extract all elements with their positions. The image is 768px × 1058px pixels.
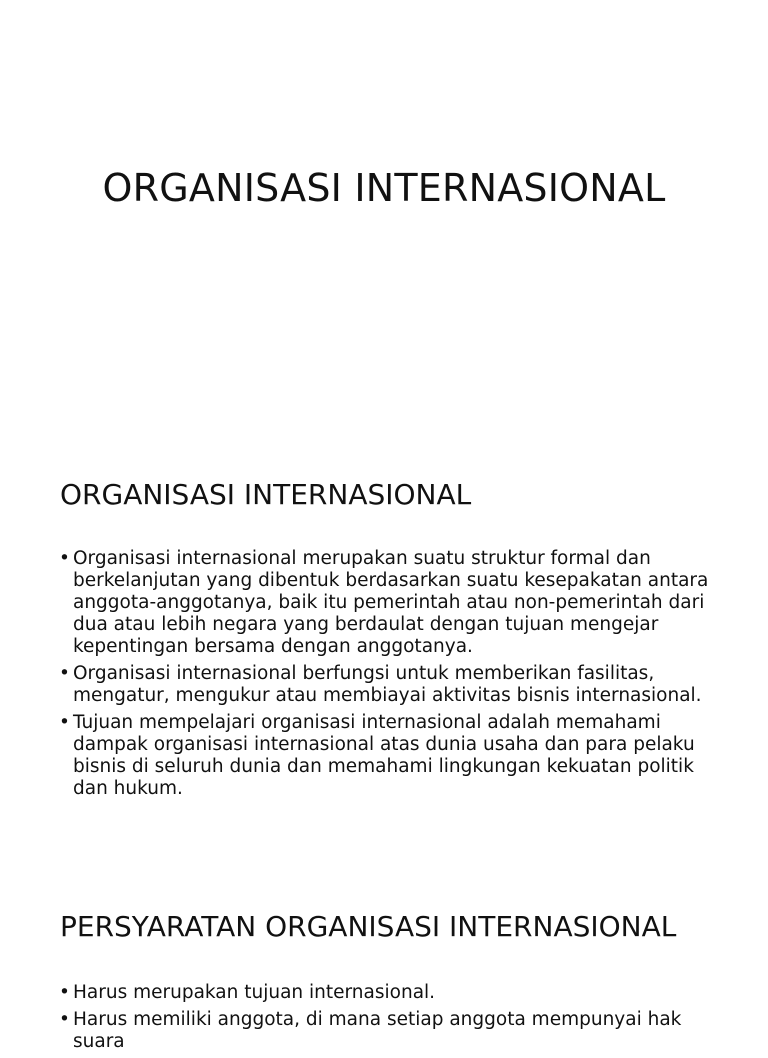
bullet-item [59, 663, 719, 707]
bullet-icon: • [59, 548, 70, 569]
bullet-text: Harus merupakan tujuan internasional. [73, 982, 436, 1003]
bullet-icon: • [59, 712, 70, 733]
bullet-text: Organisasi internasional merupakan suatu struktur formal dan berkelanjutan yang dibentuk berdasarkan suatu kesepakatan antara anggota-anggotanya, baik itu pemerintah atau non-pemerintah dari dua atau lebih negara yang berdaulat dengan tujuan mengejar kepentingan bersama dengan anggotanya. [73, 548, 709, 657]
bullet-icon: • [59, 1009, 70, 1030]
bullet-icon: • [59, 982, 70, 1003]
definition-slide [0, 430, 768, 860]
bullet-item [59, 548, 719, 658]
bullet-icon: • [59, 663, 70, 684]
bullet-text: Harus memiliki anggota, di mana setiap anggota mempunyai hak suara [73, 1009, 682, 1052]
bullet-item [59, 712, 719, 800]
bullet-list [59, 548, 719, 805]
bullet-item [59, 982, 719, 1004]
bullet-item [59, 1009, 719, 1053]
bullet-list [59, 982, 719, 1058]
slide-title: ORGANISASI INTERNASIONAL [102, 166, 666, 210]
title-slide [0, 0, 768, 430]
slide-heading: ORGANISASI INTERNASIONAL [60, 478, 472, 511]
requirements-slide [0, 860, 768, 1052]
bullet-text: Organisasi internasional berfungsi untuk memberikan fasilitas, mengatur, mengukur atau membiayai aktivitas bisnis internasional. [73, 663, 702, 706]
slide-heading: PERSYARATAN ORGANISASI INTERNASIONAL [60, 910, 677, 943]
bullet-text: Tujuan mempelajari organisasi internasional adalah memahami dampak organisasi internasional atas dunia usaha dan para pelaku bisnis di seluruh dunia dan memahami lingkungan kekuatan politik dan hukum. [73, 712, 695, 799]
